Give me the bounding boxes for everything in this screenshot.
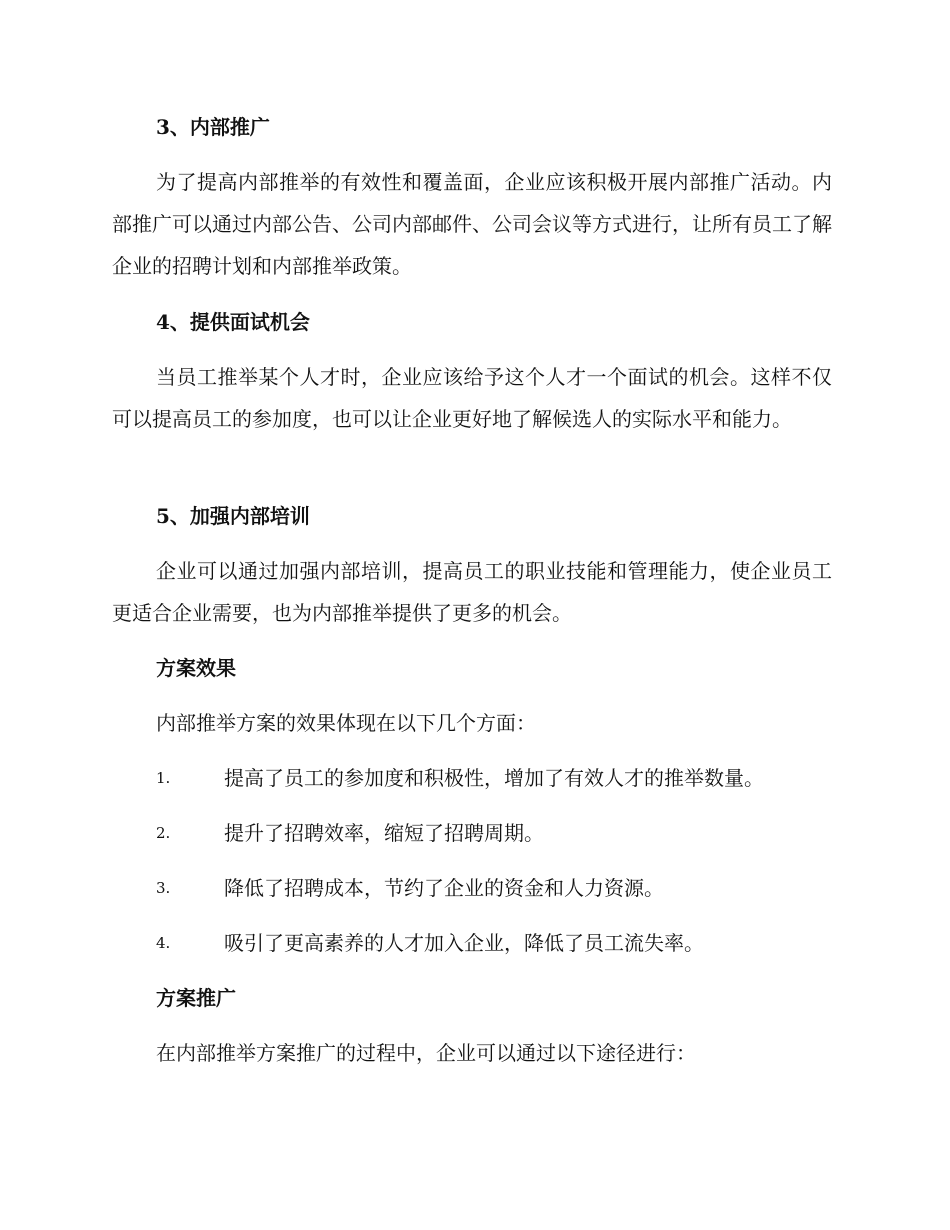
promo-heading: 方案推广 <box>156 986 236 1010</box>
section-4-body: 当员工推举某个人才时，企业应该给予这个人才一个面试的机会。这样不仅可以提高员工的参加度，也可以让企业更好地了解候选人的实际水平和能力。 <box>112 365 832 431</box>
section-3-heading: 3、内部推广 <box>156 115 270 139</box>
list-number: 4. <box>156 934 171 952</box>
list-item <box>156 929 832 957</box>
list-item <box>156 874 832 902</box>
list-text: 提升了招聘效率，缩短了招聘周期。 <box>224 821 544 845</box>
effect-intro: 内部推举方案的效果体现在以下几个方面： <box>156 711 536 735</box>
list-text: 提高了员工的参加度和积极性，增加了有效人才的推举数量。 <box>224 766 764 790</box>
list-number: 3. <box>156 879 171 897</box>
list-number: 2. <box>156 824 171 842</box>
effect-heading: 方案效果 <box>156 656 236 680</box>
list-text: 吸引了更高素养的人才加入企业，降低了员工流失率。 <box>224 931 704 955</box>
promo-intro: 在内部推举方案推广的过程中，企业可以通过以下途径进行： <box>156 1041 696 1065</box>
list-number: 1. <box>156 769 171 787</box>
list-text: 降低了招聘成本，节约了企业的资金和人力资源。 <box>224 876 664 900</box>
section-3-body: 为了提高内部推举的有效性和覆盖面，企业应该积极开展内部推广活动。内部推广可以通过内部公告、公司内部邮件、公司会议等方式进行，让所有员工了解企业的招聘计划和内部推举政策。 <box>112 170 832 278</box>
list-item <box>156 764 832 792</box>
section-4-heading: 4、提供面试机会 <box>156 310 310 334</box>
list-item <box>156 819 832 847</box>
section-5-heading: 5、加强内部培训 <box>156 504 310 528</box>
section-5-body: 企业可以通过加强内部培训，提高员工的职业技能和管理能力，使企业员工更适合企业需要，也为内部推举提供了更多的机会。 <box>112 559 832 625</box>
